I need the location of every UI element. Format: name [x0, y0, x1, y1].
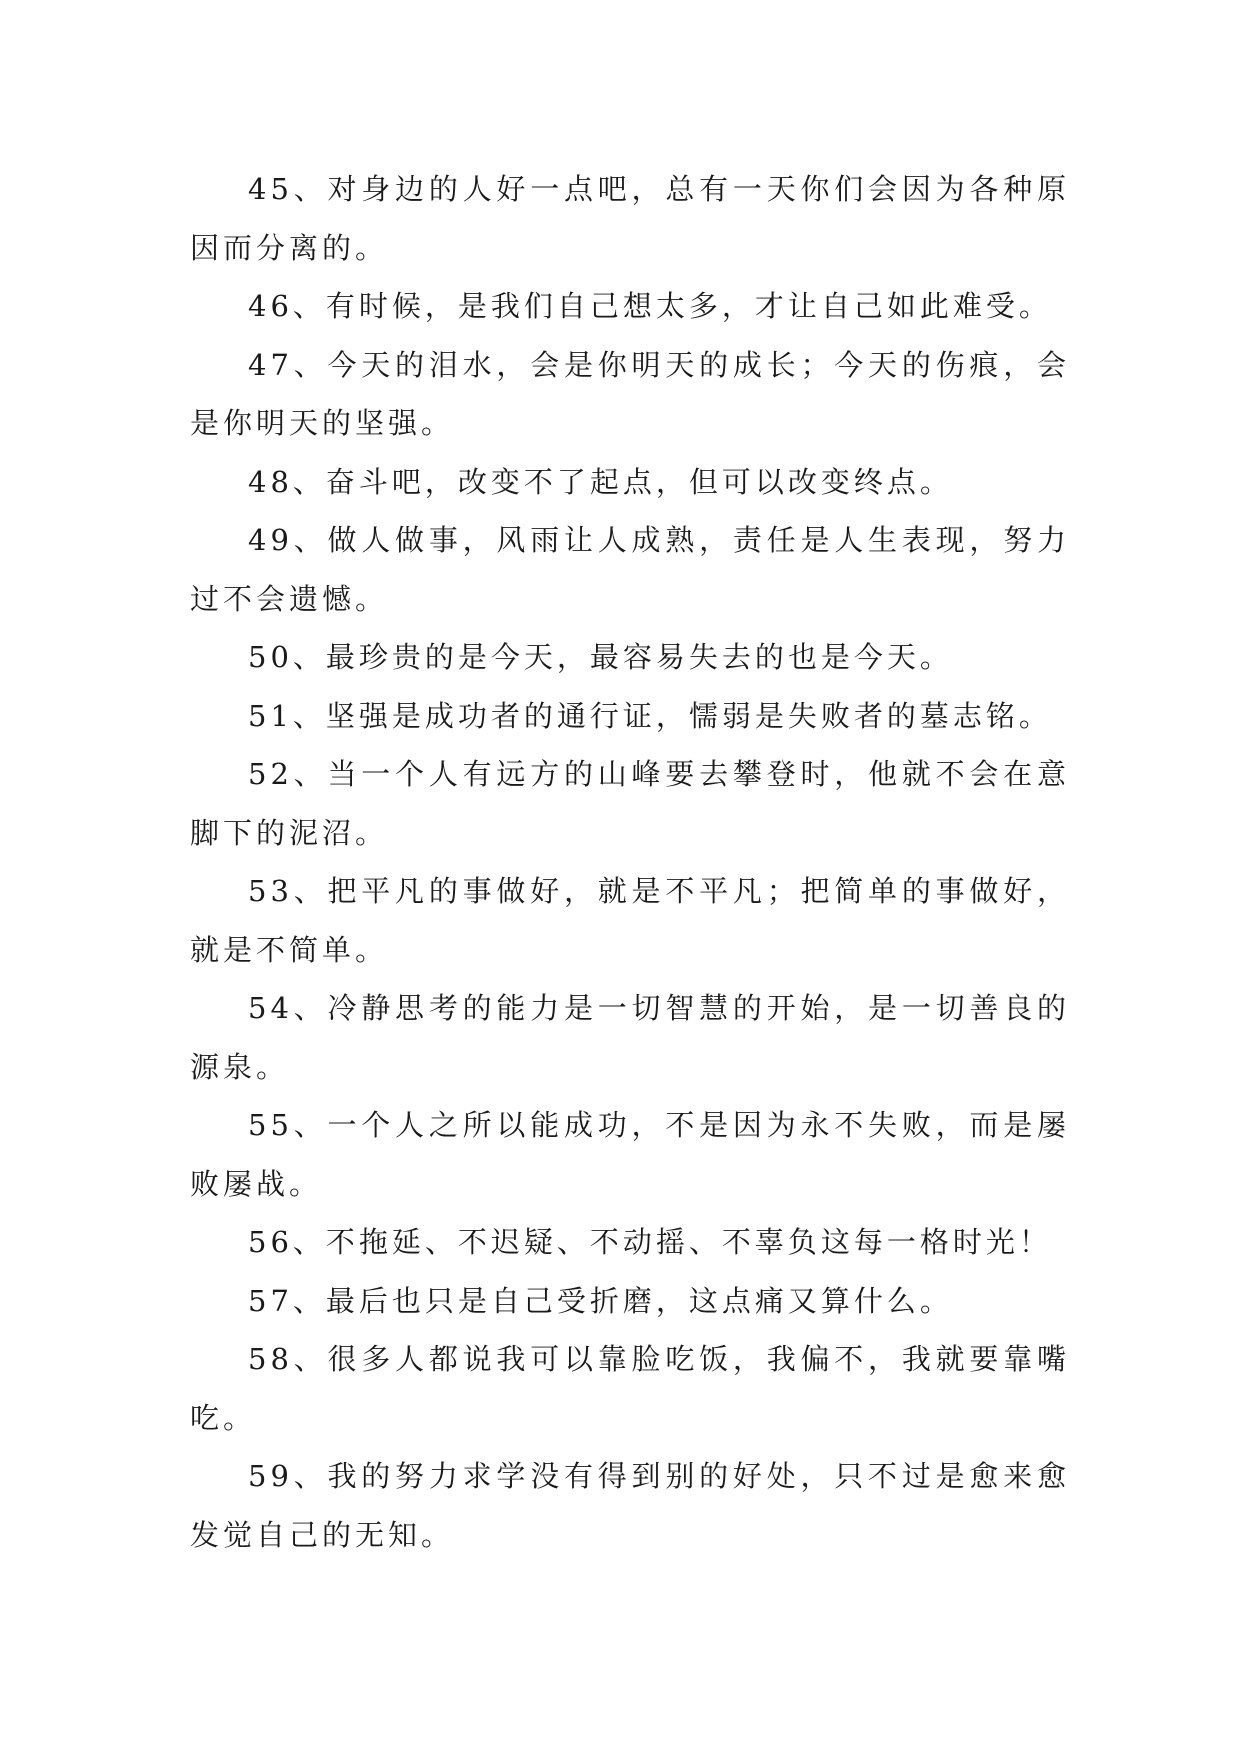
quote-paragraph-46: 46、有时候，是我们自己想太多，才让自己如此难受。 [248, 289, 1052, 323]
quote-paragraph-59: 59、我的努力求学没有得到别的好处，只不过是愈来愈发觉自己的无知。 [190, 1459, 1070, 1552]
quote-paragraph-55: 55、一个人之所以能成功，不是因为永不失败，而是屡败屡战。 [190, 1108, 1070, 1201]
quote-paragraph-54: 54、冷静思考的能力是一切智慧的开始，是一切善良的源泉。 [190, 991, 1070, 1084]
quote-paragraph-57: 57、最后也只是自己受折磨，这点痛又算什么。 [248, 1283, 953, 1318]
quote-paragraph-51: 51、坚强是成功者的通行证，懦弱是失败者的墓志铭。 [248, 698, 1052, 733]
quote-paragraph-50: 50、最珍贵的是今天，最容易失去的也是今天。 [248, 640, 953, 674]
quote-list [190, 160, 1070, 1564]
quote-paragraph-49: 49、做人做事，风雨让人成熟，责任是人生表现，努力过不会遗憾。 [190, 523, 1070, 616]
quote-paragraph-56: 56、不拖延、不迟疑、不动摇、不辜负这每一格时光！ [248, 1225, 1052, 1259]
quote-paragraph-53: 53、把平凡的事做好，就是不平凡；把简单的事做好，就是不简单。 [190, 874, 1070, 967]
quote-paragraph-47: 47、今天的泪水，会是你明天的成长；今天的伤痕，会是你明天的坚强。 [190, 347, 1070, 440]
quote-paragraph-48: 48、奋斗吧，改变不了起点，但可以改变终点。 [248, 464, 953, 499]
quote-paragraph-45: 45、对身边的人好一点吧，总有一天你们会因为各种原因而分离的。 [190, 172, 1070, 265]
quote-paragraph-58: 58、很多人都说我可以靠脸吃饭，我偏不，我就要靠嘴吃。 [190, 1342, 1070, 1435]
quote-paragraph-52: 52、当一个人有远方的山峰要去攀登时，他就不会在意脚下的泥沼。 [190, 757, 1070, 850]
